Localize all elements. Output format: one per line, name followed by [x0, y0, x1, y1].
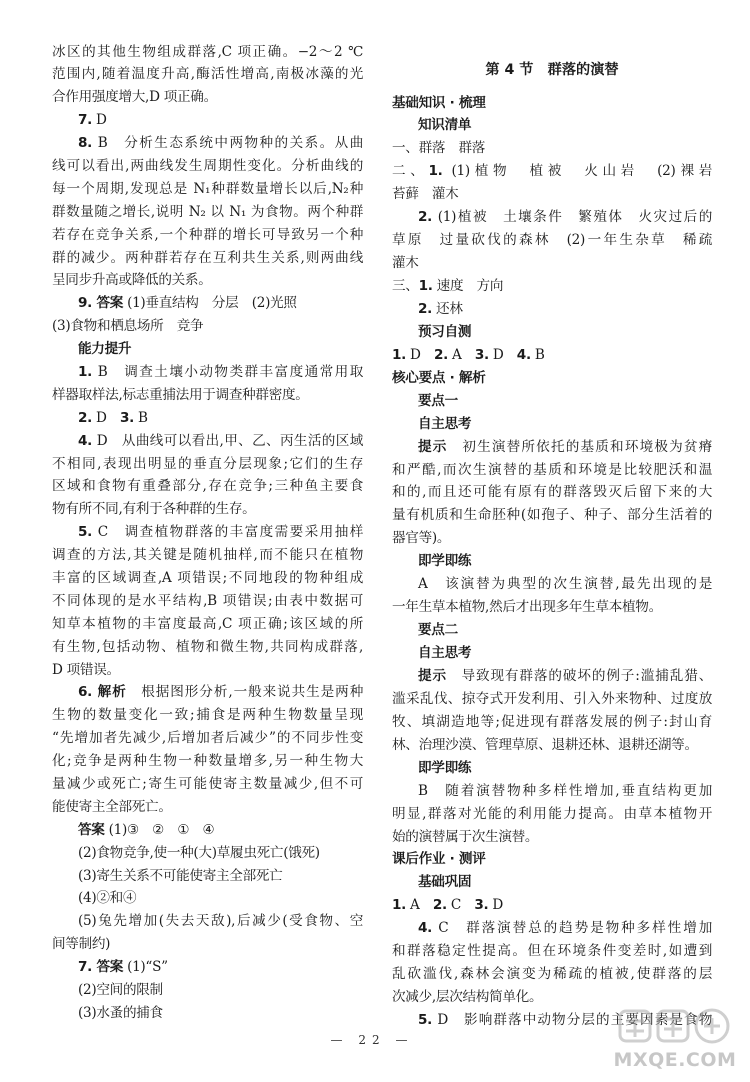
text-line: (3)寄生关系不可能使寄主全部死亡 [78, 867, 283, 884]
section-heading: 能力提升 [78, 341, 132, 358]
item-number: 1. [392, 346, 407, 363]
answer-text: C [446, 897, 475, 914]
answer-text: D [92, 409, 120, 426]
answer-text: (1)“S” [123, 959, 168, 976]
text-line: 林、治理沙漠、管理草原、退耕还林、退耕还湖等。 [392, 736, 698, 753]
text-line: 样器取样法,标志重捕法用于调查种群密度。 [52, 386, 309, 403]
text-line: 调查的方法,其关键是随机抽样,而不能只在植物 [52, 547, 363, 564]
item-number: 3. [474, 897, 489, 914]
text-line: 一、群落 群落 [392, 140, 486, 157]
text-line: 区域和食物有重叠部分,存在竞争;三种鱼主要食 [52, 478, 363, 495]
text-line: 物有所不同,有利于各种群的生存。 [52, 501, 256, 518]
answer-label: 9. 答案 [78, 295, 124, 312]
item-number: 8. [78, 135, 93, 152]
section-heading: 课后作业 · 测评 [392, 851, 486, 868]
text-line: 群的减少。两种群若存在互利共生关系,则两曲线 [52, 249, 363, 266]
text-line: 每一个周期,发现总是 N₁种群数量增长以后,N₂种 [52, 180, 363, 197]
answer-line [392, 894, 712, 917]
text-line: 生物的数量变化一致;捕食是两种生物数量呈现 [52, 707, 363, 724]
item-number: 7. [78, 112, 93, 129]
text-line: 间等制约) [52, 936, 111, 953]
answer-text: A [406, 897, 433, 914]
item-number: 4. [78, 432, 93, 449]
sub-heading: 自主思考 [418, 645, 472, 661]
text-line: (3)食物和栖息场所 竞争 [52, 318, 204, 335]
answer-line [52, 407, 363, 430]
answer-line [52, 132, 363, 155]
hint-label: 提示 [418, 667, 447, 684]
watermark [606, 1003, 744, 1077]
text-line: 次减少,层次结构简单化。 [392, 989, 543, 1006]
text-line: 牧、填湖造地等;促进现有群落发展的例子:封山育 [392, 713, 712, 730]
answer-line [392, 206, 712, 229]
answer-line [392, 298, 712, 321]
answer-text: C 调查植物群落的丰富度需要采用抽样 [92, 524, 363, 541]
answer-text: (1)垂直结构 分层 (2)光照 [123, 295, 297, 312]
answer-line [392, 275, 712, 298]
sub-heading: 即学即练 [418, 759, 472, 776]
answer-line [52, 109, 363, 132]
sub-heading: 要点二 [418, 622, 458, 639]
text-line: B 随着演替物种多样性增加,垂直结构更加 [418, 782, 712, 799]
text-line: (4)②和④ [78, 890, 137, 907]
answer-text: 二、 [392, 163, 429, 180]
answer-line [392, 344, 712, 367]
answer-line [52, 681, 363, 704]
answer-line [52, 292, 363, 315]
answer-text: D 从曲线可以看出,甲、乙、丙生活的区域 [92, 432, 363, 449]
text-line: 不相同,表现出明显的垂直分层现象;它们的生存 [52, 455, 363, 472]
text-line: A 该演替为典型的次生演替,最先出现的是 [418, 576, 712, 593]
text-line: 和的,而且还可能有原有的群落毁灭后留下来的大 [392, 484, 712, 501]
text-line: 和严酷,而次生演替的基质和环境是比较肥沃和温 [392, 461, 712, 478]
item-number: 3. [474, 346, 489, 363]
text-line: 灌木 [392, 255, 419, 272]
text-line: 量有机质和生命胚种(如孢子、种子、部分生活着的 [392, 507, 712, 524]
answer-text: B 调查土壤小动物类群丰富度通常用取 [92, 363, 363, 380]
text-line: 和群落稳定性提高。但在环境条件变差时,如遭到 [392, 943, 712, 960]
answer-line [392, 160, 712, 183]
answer-text: 根据图形分析,一般来说共生是两种 [126, 684, 363, 701]
answer-line [52, 361, 363, 384]
hint-label: 提示 [418, 438, 448, 455]
answer-line [52, 819, 363, 842]
item-number: 1. [392, 897, 407, 914]
text-line: (2)空间的限制 [78, 982, 163, 999]
answer-text: B [133, 409, 148, 426]
answer-line [52, 430, 363, 453]
text-line: (5)兔先增加(失去天敌),后减少(受食物、空 [78, 913, 363, 930]
answer-text: D [92, 112, 107, 129]
item-number: 1. [418, 278, 433, 294]
answer-text: 初生演替所依托的基质和环境极为贫瘠 [447, 438, 712, 455]
answer-text: B 分析生态系统中两物种的关系。从曲 [92, 135, 363, 152]
item-number: 2. [418, 300, 433, 317]
text-line: 丰富的区域调查,A 项错误;不同地段的物种组成 [52, 569, 363, 586]
answer-label: 答案 [78, 821, 105, 838]
text-line: 线可以看出,两曲线发生周期性变化。分析曲线的 [52, 157, 363, 174]
sub-heading: 要点一 [418, 392, 458, 409]
answer-line [392, 665, 712, 688]
answer-text: A [447, 346, 475, 363]
text-line: 化;竞争是两种生物一种数量增多,另一种生物大 [52, 753, 363, 770]
item-number: 5. [418, 1012, 433, 1028]
item-number: 2. [432, 897, 447, 914]
text-line: 合作用强度增大,D 项正确。 [52, 89, 217, 106]
text-line: 器官等)。 [392, 530, 451, 547]
item-number: 5. [78, 524, 93, 541]
answer-text: (1)植被 土壤条件 繁殖体 火灾过后的 [432, 209, 712, 226]
sub-heading: 自主思考 [418, 415, 472, 432]
text-line: (2)食物竞争,使一种(大)草履虫死亡(饿死) [78, 844, 320, 861]
answer-text: 还林 [432, 300, 463, 317]
page-number: — 22 — [330, 1033, 414, 1047]
section-heading: 核心要点 · 解析 [392, 369, 486, 386]
text-line: 呈同步升高或降低的关系。 [52, 272, 212, 289]
text-line: 有生物,包括动物、植物和微生物,共同构成群落, [52, 638, 363, 655]
watermark-logo-icon [616, 1003, 734, 1049]
text-line: 知草本植物的丰富度最高,C 项正确;该区域的所 [52, 615, 363, 632]
sub-heading: 知识清单 [418, 117, 472, 134]
text-line: 滥采乱伐、掠夺式开发利用、引入外来物种、过度放 [392, 690, 712, 707]
text-line: 群数量随之增长,说明 N₂ 以 N₁ 为食物。两个种群 [52, 203, 363, 220]
text-line: (3)水蚤的捕食 [78, 1004, 163, 1021]
text-line: 若存在竞争关系,一个种群的增长可导致另一个种 [52, 226, 363, 243]
text-line: 不同体现的是水平结构,B 项错误;由表中数据可 [52, 592, 363, 609]
text-line: 草原 过量砍伐的森林 (2)一年生杂草 稀疏 [392, 232, 712, 249]
answer-text: D 影响群落中动物分层的主要因素是食物 [432, 1012, 712, 1028]
analysis-label: 6. 解析 [78, 684, 127, 701]
right-column [392, 92, 712, 1032]
answer-text: 导致现有群落的破坏的例子:滥捕乱猎、 [446, 667, 712, 684]
item-number: 1. [428, 163, 443, 180]
section-heading: 基础知识 · 梳理 [392, 94, 486, 111]
item-number: 1. [78, 363, 93, 380]
answer-text: 三、 [392, 278, 419, 294]
text-line: “先增加者先减少,后增加者后减少”的不同步性变 [52, 730, 363, 747]
answer-label: 7. 答案 [78, 959, 124, 976]
item-number: 2. [418, 209, 433, 226]
text-line: 量减少或死亡;寄生可能使寄主数量减少,但不可 [52, 776, 363, 792]
text-line: 冰区的其他生物组成群落,C 项正确。−2～2 ℃ [52, 43, 363, 60]
answer-text: D [488, 897, 503, 914]
sub-heading: 即学即练 [418, 553, 472, 570]
answer-text: C 群落演替总的趋势是物种多样性增加 [432, 920, 712, 937]
section-title: 第 4 节 群落的演替 [485, 62, 619, 78]
item-number: 2. [433, 346, 448, 363]
item-number: 4. [418, 920, 433, 937]
answer-line [52, 956, 363, 979]
watermark-text: MXQE.COM [613, 1049, 737, 1071]
answer-line [52, 521, 363, 544]
text-line: D 项错误。 [52, 661, 120, 678]
answer-text: (1)植物 植被 火山岩 (2)裸岩 [442, 163, 712, 180]
answer-text: 速度 方向 [432, 278, 504, 294]
sub-heading: 基础巩固 [418, 874, 472, 891]
text-line: 乱砍滥伐,森林会演变为稀疏的植被,使群落的层 [392, 966, 712, 983]
text-line: 范围内,随着温度升高,酶活性增高,南极冰藻的光 [52, 66, 363, 83]
text-line: 能使寄主全部死亡。 [52, 798, 172, 815]
item-number: 3. [119, 409, 134, 426]
item-number: 2. [78, 409, 93, 426]
answer-line [392, 917, 712, 940]
text-line: 苔藓 灌木 [392, 186, 459, 203]
answer-text: D [406, 346, 434, 363]
text-line: 始的演替属于次生演替。 [392, 828, 539, 845]
text-line: 明显,群落对光能的利用能力提高。由草本植物开 [392, 805, 712, 822]
answer-text: (1)③ ② ① ④ [104, 821, 215, 838]
answer-text: B [530, 346, 545, 363]
sub-heading: 预习自测 [418, 323, 472, 340]
item-number: 4. [516, 346, 531, 363]
answer-line [392, 436, 712, 459]
text-line: 一年生草本植物,然后才出现多年生草本植物。 [392, 599, 662, 616]
left-column [52, 41, 363, 1025]
answer-text: D [488, 346, 517, 363]
